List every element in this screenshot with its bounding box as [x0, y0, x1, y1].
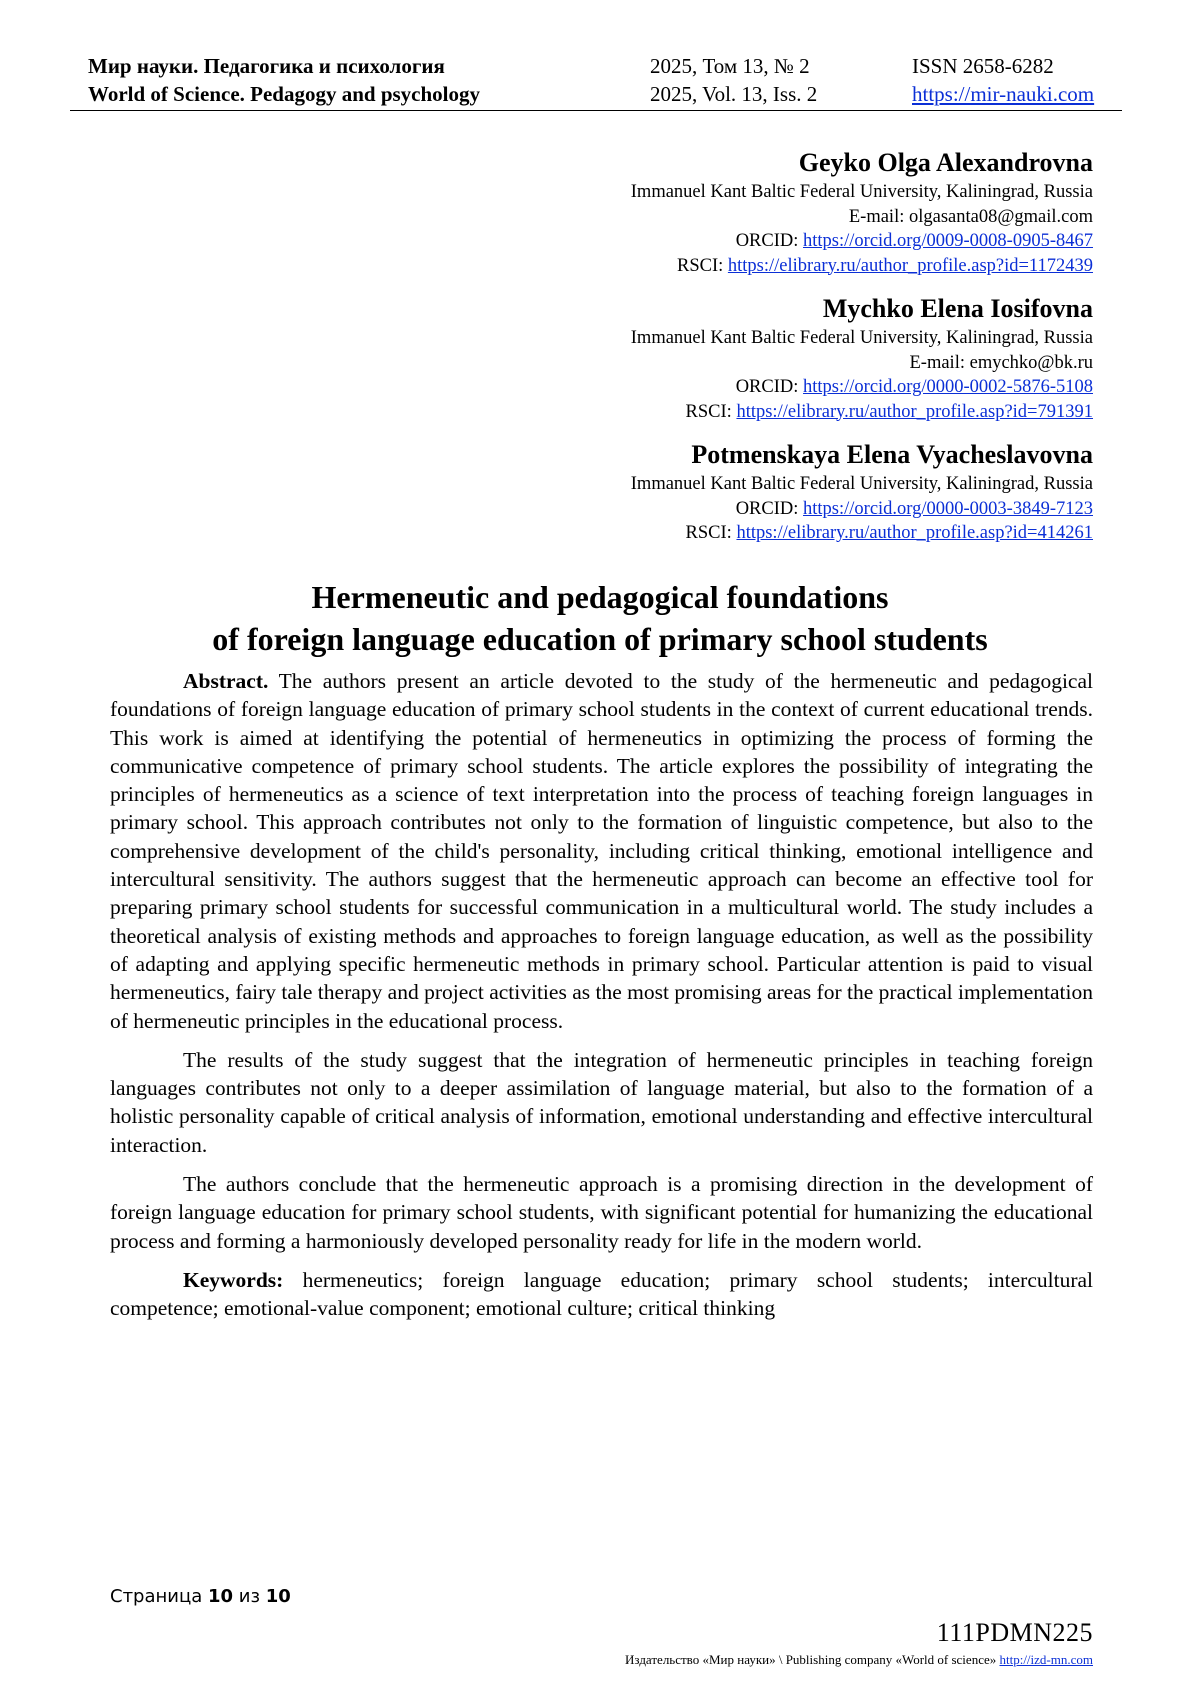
publisher-link[interactable]: http://izd-mn.com	[999, 1652, 1093, 1667]
author-affiliation: Immanuel Kant Baltic Federal University, Kaliningrad, Russia	[630, 474, 1093, 494]
author-entry	[373, 438, 1093, 546]
issn: ISSN 2658-6282	[912, 54, 1054, 78]
journal-title-block	[88, 52, 480, 108]
author-rsci	[373, 254, 1093, 279]
author-entry	[373, 292, 1093, 424]
rsci-link[interactable]: https://elibrary.ru/author_profile.asp?id=791391	[736, 401, 1093, 422]
author-orcid	[373, 497, 1093, 522]
author-rsci	[373, 400, 1093, 425]
orcid-label: ORCID:	[735, 377, 804, 397]
volume-en: 2025, Vol. 13, Iss. 2	[650, 82, 818, 106]
orcid-label: ORCID:	[735, 231, 804, 251]
abstract-paragraph	[110, 667, 1093, 1035]
article-code: 111PDMN225	[936, 1618, 1093, 1647]
rsci-link[interactable]: https://elibrary.ru/author_profile.asp?id=414261	[736, 523, 1093, 543]
abstract-label: Abstract.	[183, 669, 269, 693]
author-name: Potmenskaya Elena Vyacheslavovna	[691, 440, 1093, 469]
page-separator: из	[233, 1586, 266, 1607]
author-email: E-mail: olgasanta08@gmail.com	[848, 206, 1093, 227]
volume-block	[650, 52, 817, 108]
abstract-text: The authors present an article devoted to the study of the hermeneutic and pedagogical foundations of foreign language education of primary school students in the context of current educational trends. This work is aimed at identifying the potential of hermeneutics in optimizing the process of forming the communicative competence of primary school students. The article explores the possibility of integrating the principles of hermeneutics as a science of text interpretation into the process of teaching foreign languages in primary school. This approach contributes not only to the formation of linguistic competence, but also to the comprehensive development of the child's personality, including critical thinking, emotional intelligence and intercultural sensitivity. The authors suggest that the hermeneutic approach can become an effective tool for preparing primary school students for successful communication in a multicultural world. The study includes a theoretical analysis of existing methods and approaches to foreign language education, as well as the possibility of adapting and applying specific hermeneutic methods in primary school. Particular attention is paid to visual hermeneutics, fairy tale therapy and project activities as the most promising areas for the practical implementation of hermeneutic principles in the educational process.	[110, 669, 1093, 1033]
authors-block	[373, 146, 1093, 560]
results-paragraph: The results of the study suggest that the integration of hermeneutic principles in teaching foreign languages contributes not only to a deeper assimilation of language material, but also to the formation of a holistic personality capable of critical analysis of information, emotional understanding and effective intercultural interaction.	[110, 1047, 1093, 1157]
issn-block	[912, 52, 1094, 108]
article-title-line-2: of foreign language education of primary school students	[212, 621, 988, 657]
publisher-text: Издательство «Мир науки» \ Publishing company «World of science»	[625, 1652, 1000, 1667]
keywords-paragraph	[110, 1266, 1093, 1323]
page-total: 10	[265, 1586, 291, 1607]
author-affiliation: Immanuel Kant Baltic Federal University, Kaliningrad, Russia	[630, 182, 1093, 202]
author-email: E-mail: emychko@bk.ru	[909, 352, 1093, 373]
author-name: Geyko Olga Alexandrovna	[798, 148, 1093, 177]
orcid-link[interactable]: https://orcid.org/0000-0003-3849-7123	[803, 498, 1093, 519]
author-affiliation: Immanuel Kant Baltic Federal University, Kaliningrad, Russia	[630, 328, 1093, 348]
volume-ru: 2025, Том 13, № 2	[650, 54, 810, 78]
article-title	[70, 576, 1130, 660]
article-title-line-1: Hermeneutic and pedagogical foundations	[311, 579, 889, 615]
page-prefix: Страница	[110, 1586, 208, 1607]
rsci-label: RSCI:	[685, 523, 737, 543]
orcid-label: ORCID:	[735, 498, 804, 519]
rsci-label: RSCI:	[676, 255, 728, 276]
orcid-link[interactable]: https://orcid.org/0009-0008-0905-8467	[803, 231, 1093, 251]
author-rsci	[373, 521, 1093, 546]
rsci-label: RSCI:	[685, 401, 737, 422]
author-name: Mychko Elena Iosifovna	[822, 294, 1093, 323]
journal-title-ru: Мир науки. Педагогика и психология	[88, 54, 445, 78]
orcid-link[interactable]: https://orcid.org/0000-0002-5876-5108	[803, 377, 1093, 397]
abstract-section	[110, 667, 1093, 1334]
page-current: 10	[207, 1586, 234, 1607]
page-number	[110, 1586, 291, 1607]
journal-header	[70, 52, 1122, 111]
conclusion-paragraph: The authors conclude that the hermeneutic approach is a promising direction in the development of foreign language education for primary school students, with significant potential for humanizing the educational process and forming a harmoniously developed personality ready for life in the modern world.	[110, 1172, 1093, 1253]
publisher-line	[625, 1652, 1093, 1668]
keywords-text: hermeneutics; foreign language education; primary school students; intercultural competence; emotional-value component; emotional culture; critical thinking	[110, 1267, 1093, 1321]
author-orcid	[373, 375, 1093, 400]
journal-title-en: World of Science. Pedagogy and psychology	[88, 82, 481, 106]
rsci-link[interactable]: https://elibrary.ru/author_profile.asp?id=1172439	[727, 255, 1093, 276]
journal-site-link[interactable]: https://mir-nauki.com	[912, 82, 1095, 106]
author-orcid	[373, 229, 1093, 254]
keywords-label: Keywords:	[183, 1267, 284, 1292]
author-entry	[373, 146, 1093, 278]
